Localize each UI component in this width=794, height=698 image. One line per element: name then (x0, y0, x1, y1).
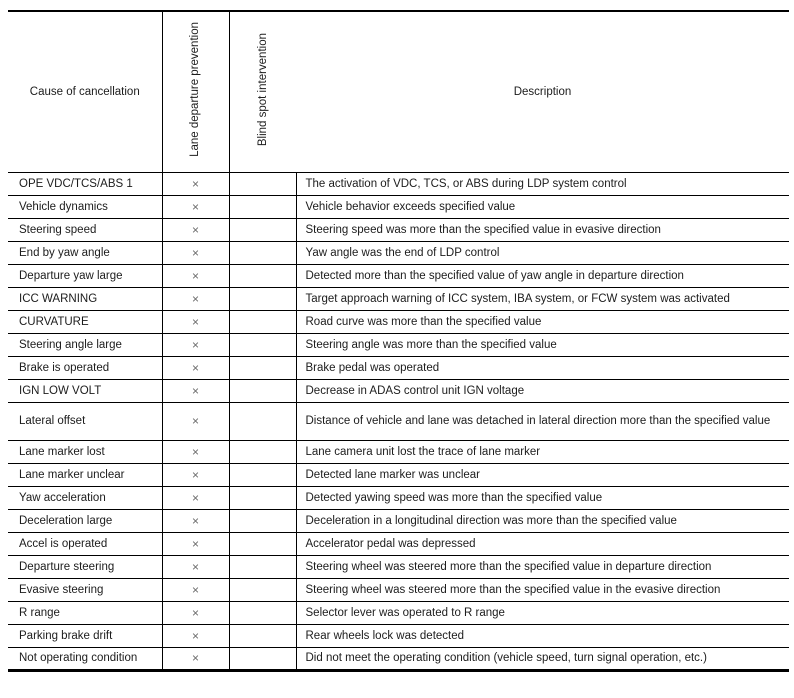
ldp-mark-cell: × (162, 311, 229, 334)
bsi-mark-cell (229, 288, 296, 311)
header-description-label: Description (513, 85, 572, 98)
description-cell: Steering wheel was steered more than the specified value in the evasive direction (296, 579, 789, 602)
cause-cell: Not operating condition (8, 648, 162, 671)
bsi-mark-cell (229, 464, 296, 487)
bsi-mark-cell (229, 625, 296, 648)
header-row (8, 11, 789, 173)
header-blind-spot-intervention (229, 11, 296, 173)
table-row (8, 510, 789, 533)
header-cause-label: Cause of cancellation (29, 85, 140, 98)
table-header (8, 11, 789, 173)
header-cause-of-cancellation (8, 11, 162, 173)
bsi-mark-cell (229, 579, 296, 602)
cause-cell: IGN LOW VOLT (8, 380, 162, 403)
ldp-mark-cell: × (162, 556, 229, 579)
cause-cell: ICC WARNING (8, 288, 162, 311)
bsi-mark-cell (229, 357, 296, 380)
cause-cell: Departure steering (8, 556, 162, 579)
bsi-mark-cell (229, 533, 296, 556)
cause-cell: Lateral offset (8, 403, 162, 441)
cause-cell: Deceleration large (8, 510, 162, 533)
description-cell: Steering wheel was steered more than the specified value in departure direction (296, 556, 789, 579)
bsi-mark-cell (229, 242, 296, 265)
ldp-mark-cell: × (162, 648, 229, 671)
table-row (8, 288, 789, 311)
bsi-mark-cell (229, 334, 296, 357)
description-cell: The activation of VDC, TCS, or ABS during LDP system control (296, 173, 789, 196)
ldp-mark-cell: × (162, 357, 229, 380)
bsi-mark-cell (229, 380, 296, 403)
bsi-mark-cell (229, 556, 296, 579)
cause-cell: Steering angle large (8, 334, 162, 357)
bsi-mark-cell (229, 403, 296, 441)
description-cell: Yaw angle was the end of LDP control (296, 242, 789, 265)
table-row (8, 334, 789, 357)
bsi-mark-cell (229, 648, 296, 671)
cause-cell: Lane marker lost (8, 441, 162, 464)
table-row (8, 533, 789, 556)
cause-cell: R range (8, 602, 162, 625)
bsi-mark-cell (229, 196, 296, 219)
description-cell: Selector lever was operated to R range (296, 602, 789, 625)
table-row (8, 380, 789, 403)
cancellation-cause-table (8, 10, 789, 672)
description-cell: Rear wheels lock was detected (296, 625, 789, 648)
bsi-mark-cell (229, 510, 296, 533)
ldp-mark-cell: × (162, 265, 229, 288)
header-description (296, 11, 789, 173)
ldp-mark-cell: × (162, 173, 229, 196)
cause-cell: Yaw acceleration (8, 487, 162, 510)
table-row (8, 357, 789, 380)
table-row (8, 625, 789, 648)
ldp-mark-cell: × (162, 487, 229, 510)
description-cell: Accelerator pedal was depressed (296, 533, 789, 556)
table-row (8, 403, 789, 441)
description-cell: Lane camera unit lost the trace of lane marker (296, 441, 789, 464)
ldp-mark-cell: × (162, 602, 229, 625)
bsi-mark-cell (229, 441, 296, 464)
cause-cell: Brake is operated (8, 357, 162, 380)
table-row (8, 219, 789, 242)
ldp-mark-cell: × (162, 380, 229, 403)
cause-cell: Steering speed (8, 219, 162, 242)
cause-cell: Parking brake drift (8, 625, 162, 648)
table-row (8, 173, 789, 196)
bsi-mark-cell (229, 311, 296, 334)
ldp-mark-cell: × (162, 533, 229, 556)
bsi-mark-cell (229, 602, 296, 625)
cause-cell: Departure yaw large (8, 265, 162, 288)
description-cell: Steering angle was more than the specified value (296, 334, 789, 357)
header-bsi-label: Blind spot intervention (256, 33, 269, 147)
table-row (8, 311, 789, 334)
description-cell: Detected lane marker was unclear (296, 464, 789, 487)
cause-cell: Evasive steering (8, 579, 162, 602)
ldp-mark-cell: × (162, 288, 229, 311)
table-row (8, 648, 789, 671)
ldp-mark-cell: × (162, 579, 229, 602)
ldp-mark-cell: × (162, 441, 229, 464)
description-cell: Deceleration in a longitudinal direction was more than the specified value (296, 510, 789, 533)
ldp-mark-cell: × (162, 219, 229, 242)
table-body (8, 173, 789, 671)
header-lane-departure-prevention (162, 11, 229, 173)
bsi-mark-cell (229, 173, 296, 196)
table-row (8, 441, 789, 464)
table-row (8, 196, 789, 219)
description-cell: Decrease in ADAS control unit IGN voltage (296, 380, 789, 403)
description-cell: Detected yawing speed was more than the specified value (296, 487, 789, 510)
ldp-mark-cell: × (162, 625, 229, 648)
table-row (8, 464, 789, 487)
table-row (8, 602, 789, 625)
ldp-mark-cell: × (162, 196, 229, 219)
description-cell: Road curve was more than the specified value (296, 311, 789, 334)
header-ldp-label: Lane departure prevention (189, 22, 202, 158)
description-cell: Vehicle behavior exceeds specified value (296, 196, 789, 219)
cause-cell: Lane marker unclear (8, 464, 162, 487)
table-row (8, 242, 789, 265)
ldp-mark-cell: × (162, 242, 229, 265)
cause-cell: Vehicle dynamics (8, 196, 162, 219)
bsi-mark-cell (229, 265, 296, 288)
table-row (8, 487, 789, 510)
table-row (8, 579, 789, 602)
cause-cell: CURVATURE (8, 311, 162, 334)
table-row (8, 265, 789, 288)
description-cell: Target approach warning of ICC system, IBA system, or FCW system was activated (296, 288, 789, 311)
bsi-mark-cell (229, 219, 296, 242)
description-cell: Distance of vehicle and lane was detached in lateral direction more than the specified value (296, 403, 789, 441)
description-cell: Did not meet the operating condition (vehicle speed, turn signal operation, etc.) (296, 648, 789, 671)
description-cell: Brake pedal was operated (296, 357, 789, 380)
description-cell: Detected more than the specified value of yaw angle in departure direction (296, 265, 789, 288)
ldp-mark-cell: × (162, 510, 229, 533)
cause-cell: Accel is operated (8, 533, 162, 556)
cause-cell: End by yaw angle (8, 242, 162, 265)
bsi-mark-cell (229, 487, 296, 510)
cause-cell: OPE VDC/TCS/ABS 1 (8, 173, 162, 196)
ldp-mark-cell: × (162, 403, 229, 441)
table-row (8, 556, 789, 579)
ldp-mark-cell: × (162, 464, 229, 487)
description-cell: Steering speed was more than the specified value in evasive direction (296, 219, 789, 242)
ldp-mark-cell: × (162, 334, 229, 357)
